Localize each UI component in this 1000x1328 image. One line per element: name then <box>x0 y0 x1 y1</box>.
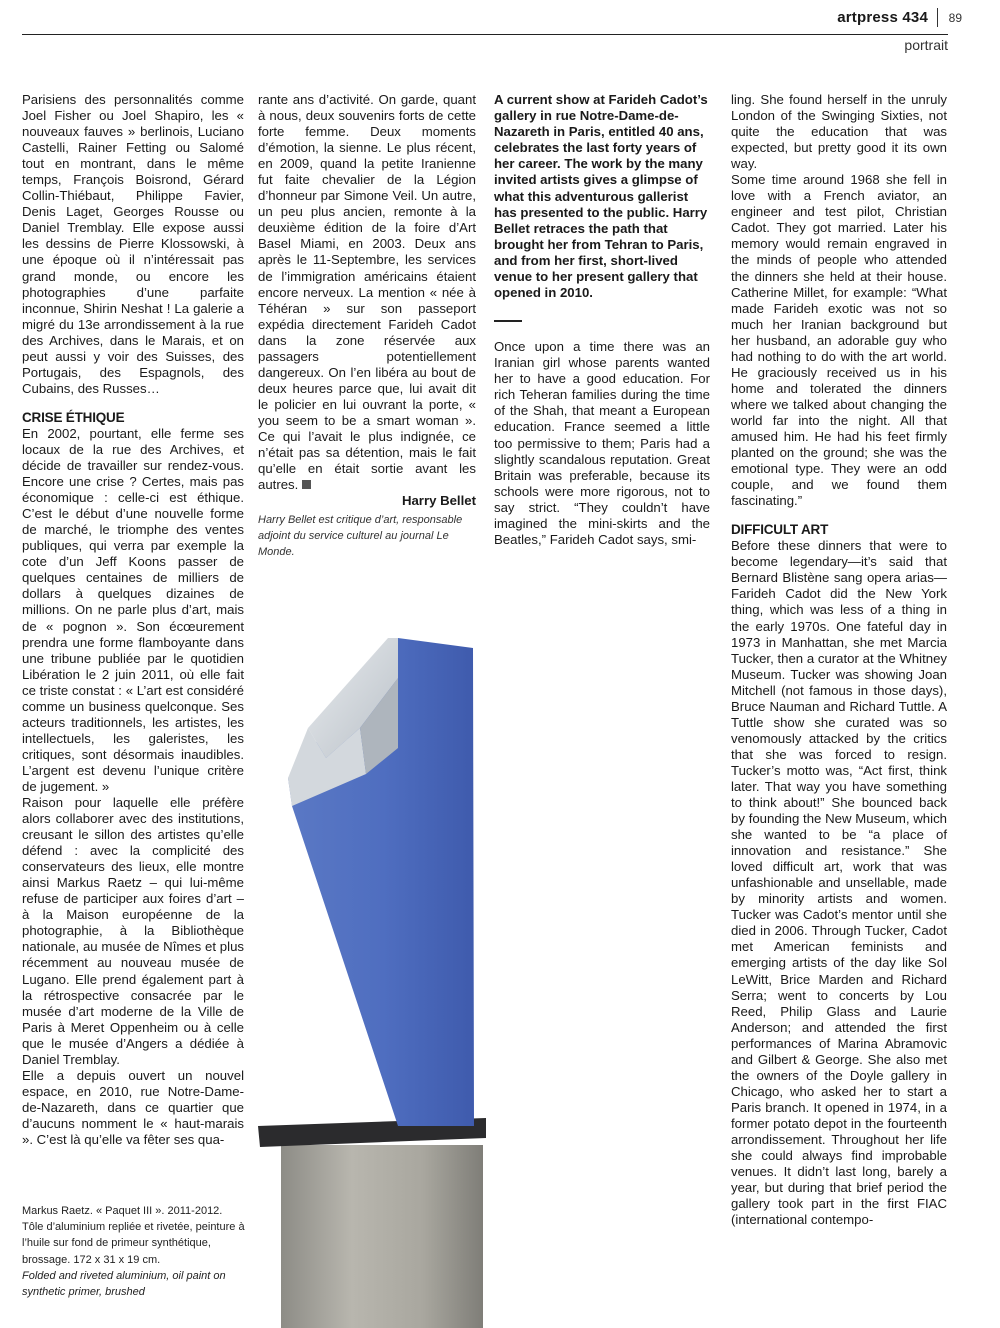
magazine-title: artpress 434 <box>837 9 928 26</box>
paragraph: ling. She found herself in the unruly London of the Swinging Sixties, not quite the education that was expected, but pretty good it its own way. <box>731 92 947 172</box>
caption-english: Folded and riveted aluminium, oil paint on synthetic primer, brushed <box>22 1269 226 1299</box>
page-number: 89 <box>948 11 962 25</box>
header-separator <box>937 8 938 27</box>
paragraph <box>258 92 476 493</box>
end-mark-icon <box>302 480 311 489</box>
column-3 <box>494 92 710 548</box>
author-byline: Harry Bellet <box>401 493 476 509</box>
subheading: DIFFICULT ART <box>731 522 829 538</box>
paragraph: Raison pour laquelle elle préfère alors collaborer avec des institutions, creusant le sillon des artistes qu’elle défend : avec la complicité des conservateurs des lieux, elle montre ainsi Markus Raetz – qui lui-même refuse de participer aux foires d’art – à la Maison européenne de la photographie, à la Bibliothèque nationale, au musée de Nîmes et plus récemment au nouveau musée de Lugano. Elle prend également part à la rétrospective consacrée par le musée d’art moderne de la Ville de Paris à Meret Oppenheim ou à celle que le musée d’Angers a dédiée à Daniel Tremblay. <box>22 795 244 1067</box>
paragraph: Once upon a time there was an Iranian girl whose parents wanted her to have a good education. For rich Teheran families during the time of the Shah, that meant a European education. France seemed a little too permissive to them; Paris had a slightly scandalous reputation. Great Britain was preferable, because its schools were more rigorous, not to say strict. “They couldn’t have imagined the mini-skirts and the Beatles,” Farideh Cadot says, smi- <box>494 339 710 547</box>
section-label: portrait <box>904 37 948 53</box>
page-header <box>0 0 1000 60</box>
caption-title: Markus Raetz. « Paquet III ». 2011-2012. <box>22 1205 223 1217</box>
sculpture-photo <box>248 638 486 1328</box>
column-2 <box>258 92 476 509</box>
paragraph: Parisiens des personnalités comme Joel Fisher ou Joel Shapiro, les « nouveaux fauves » berlinois, Luciano Castelli, Rainer Fetting ou Salomé tout en montrant, dans le même temps, François Boisrond, Gérard Collin-Thiébaut, Philippe Favier, Denis Laget, Georges Rousse ou Daniel Tremblay. Elle expose aussi les dessins de Pierre Klossowski, à une époque où il n’intéressait pas grand monde, ou encore les photographies d’une parfaite inconnue, Shirin Neshat ! La galerie a migré du 13e arrondissement à la rue des Archives, dans le Marais, et on peut aussi y voir des Suisses, des Portugais, des Espagnols, des Cubains, des Russes… <box>22 92 244 396</box>
header-rule <box>22 34 948 35</box>
paragraph-text: rante ans d’activité. On garde, quant à nous, deux souvenirs forts de cette forte femme. Deux moments d’émotion, la sienne. Le plus récent, en 2009, quand la petite Iranienne fut faite chevalier de la Légion d’honneur par Simone Veil. Un autre, un peu plus ancien, remonte à la deuxième édition de la foire d’Art Basel Miami, en 2003. Deux ans après le 11-Septembre, les services de l’immigration américains étaient encore nerveux. La mention « née à Téhéran » sur son passeport expédia directement Farideh Cadot dans la zone réservée aux passagers potentiellement dangereux. On l’en libéra au bout de deux heures parce que, lui avait dit le policier en lui ouvrant la porte, « you seem to be a smart woman ». Ce qui l’avait le plus indignée, ce n’était pas sa détention, mais le fait qu’elle en était sortie avant les autres. <box>258 92 476 493</box>
paragraph: Elle a depuis ouvert un nouvel espace, en 2010, rue Notre-Dame-de-Nazareth, dans ce quartier que d’aucuns nomment le « haut-marais ». C’est là qu’elle va fêter ses qua- <box>22 1067 244 1147</box>
author-note: Harry Bellet est critique d’art, responsable adjoint du service culturel au journal Le Monde. <box>258 514 463 558</box>
separator-dash <box>494 320 522 322</box>
column-1 <box>22 92 244 1148</box>
column-4 <box>731 92 947 1228</box>
paragraph: Before these dinners that were to become legendary—it’s said that Bernard Blistène sang opera arias—Farideh Cadot did the New York thing, which was less of a thing in the early 1970s. One fateful day in 1973 in Manhattan, she met Marcia Tucker, then a curator at the Whitney Museum. Tucker was showing Joan Mitchell (not famous in those days), Bruce Nauman and Richard Tuttle. A Tuttle show she curated was so venomously attacked by the critics that she was forced to resign. Tucker’s motto was, “Act first, think later. That way you have something to think about!” She bounced back by founding the New Museum, which she wanted to be “a place of innovation and resistance.” She loved difficult art, work that was unfashionable and unsellable, made by minority artists and women. Tucker was Cadot’s mentor until she died in 2006. Through Tucker, Cadot met American feminists and emerging artists of the day like Sol LeWitt, Brice Marden and Richard Serra; went to concerts by Lou Reed, Philip Glass and Laurie Anderson; and attended the first performances of Marina Abramovic and Gilbert & George. She also met the owners of the Doyle gallery in Chicago, who asked her to start a Paris branch. It opened in 1974, in a former potato depot in the fourteenth arrondissement. Throughout her life she could always find improbable venues. It didn’t last long, barely a year, but during that brief period the gallery took part in the first FIAC (international contempo- <box>731 538 947 1228</box>
artwork-caption <box>22 1203 248 1300</box>
pedestal <box>281 1145 483 1328</box>
intro-paragraph: A current show at Farideh Cadot’s gallery in rue Notre-Dame-de-Nazareth in Paris, entitled 40 ans, celebrates the last forty years of her career. The work by the many invited artists gives a glimpse of what this adventurous gallerist has presented to the public. Harry Bellet retraces the path that brought her from Tehran to Paris, and from her first, short-lived venue to her present gallery that opened in 2010. <box>494 92 708 301</box>
paragraph: En 2002, pourtant, elle ferme ses locaux de la rue des Archives, et décide de travailler sur rendez-vous. Encore une crise ? Certes, mais pas économique : celle-ci est éthique. C’est le début d’une nouvelle forme de marché, le triomphe des ventes publiques, qui verra par exemple la cote d’un Jeff Koons passer de quelques centaines de milliers de dollars à quelques dizaines de millions. On ne parle plus d’art, mais de « pognon ». Son écœurement prendra une forme flamboyante dans une tribune publiée par le quotidien Libération le 2 juin 2011, où elle fait ce triste constat : « L’art est considéré comme un business quelconque. Ses acteurs traditionnels, les artistes, les intellectuels, les galeristes, les critiques, sont désormais inaudibles. L’argent est devenu l’unique critère de jugement. » <box>22 425 244 794</box>
paragraph: Some time around 1968 she fell in love with a French aviator, an engineer and test pilot, Christian Cadot. They got married. Later his memory would remain engraved in the minds of people who attended the dinners she held at their house. Catherine Millet, for example: “What made Farideh exotic was not so much her Iranian background but her husband, an adorable guy who had nothing to do with the art world. He graciously received us in his home and tolerated the dinners where we talked about changing the world far into the night. All that amused him. He had his feet firmly planted on the ground; she was the emotional type. They were an odd couple, and we found them fascinating.” <box>731 172 947 509</box>
subheading: CRISE ÉTHIQUE <box>22 409 125 425</box>
caption-details: Tôle d’aluminium repliée et rivetée, peinture à l’huile sur fond de primeur synthétique, brossage. 172 x 31 x 19 cm. <box>22 1221 245 1266</box>
